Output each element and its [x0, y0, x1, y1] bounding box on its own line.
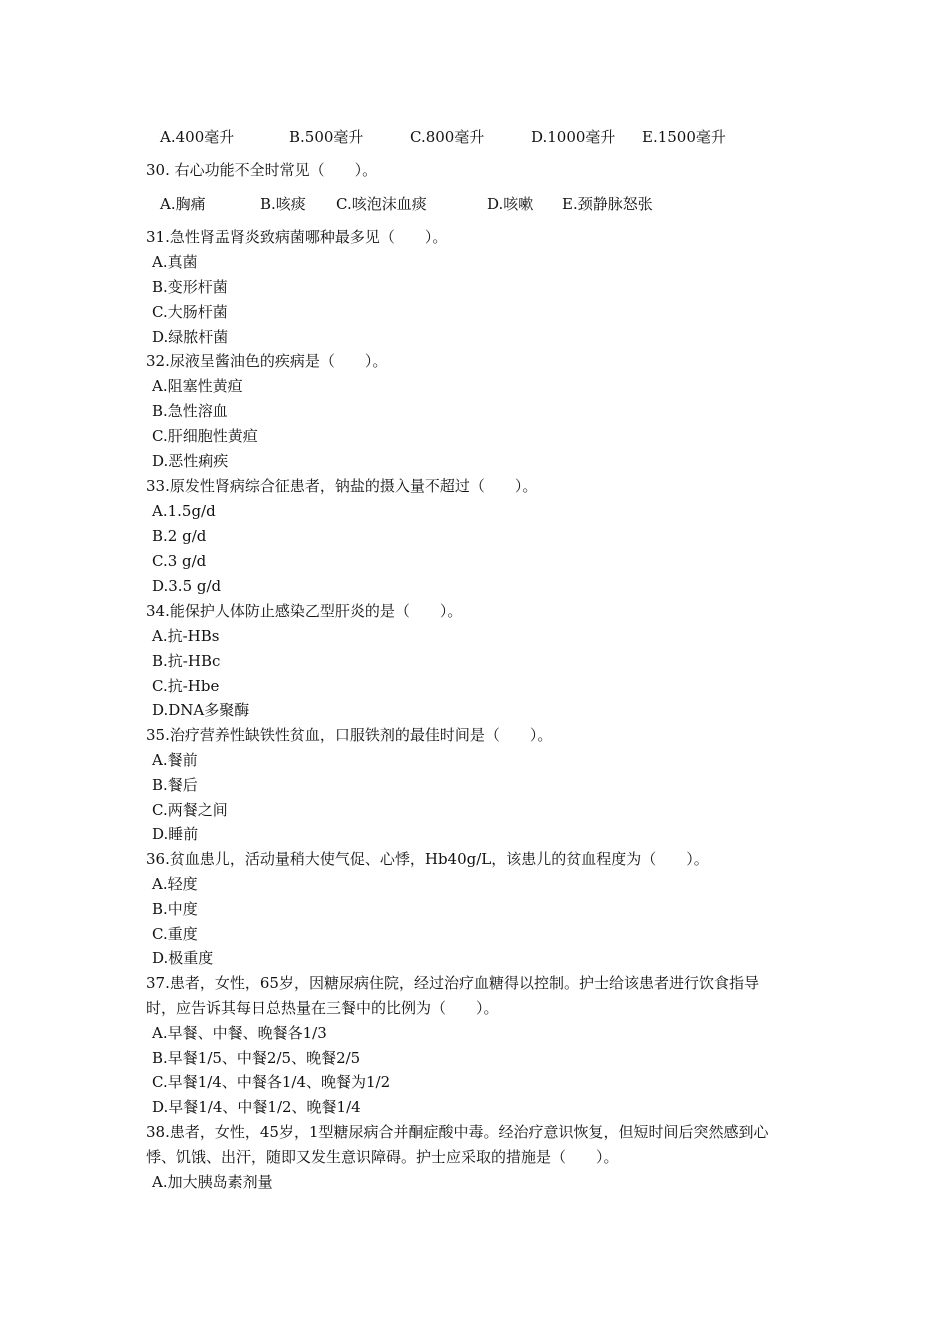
q31-option-c: C.大肠杆菌 — [152, 303, 228, 321]
q30-option-c: C.咳泡沫血痰 — [336, 195, 427, 213]
q38-stem-line-1: 38.患者，女性，45岁，1型糖尿病合并酮症酸中毒。经治疗意识恢复，但短时间后突然感到心 — [146, 1123, 769, 1141]
q29-option-a: A.400毫升 — [160, 128, 235, 146]
q37-stem-line-1: 37.患者，女性，65岁，因糖尿病住院，经过治疗血糖得以控制。护士给该患者进行饮食指导 — [146, 974, 759, 992]
q36-option-a: A.轻度 — [152, 875, 198, 893]
q31-stem: 31.急性肾盂肾炎致病菌哪种最多见（ ）。 — [146, 228, 448, 246]
q32-stem: 32.尿液呈酱油色的疾病是（ ）。 — [146, 352, 388, 370]
q33-option-a: A.1.5g/d — [152, 502, 216, 520]
q30-option-a: A.胸痛 — [160, 195, 206, 213]
q35-option-c: C.两餐之间 — [152, 801, 228, 819]
q32-option-d: D.恶性痢疾 — [152, 452, 229, 470]
q30-option-e: E.颈静脉怒张 — [562, 195, 653, 213]
q32-option-a: A.阻塞性黄疸 — [152, 377, 243, 395]
q37-option-a: A.早餐、中餐、晚餐各1/3 — [152, 1024, 327, 1042]
q35-option-b: B.餐后 — [152, 776, 198, 794]
q33-option-d: D.3.5 g/d — [152, 577, 222, 595]
q33-stem: 33.原发性肾病综合征患者，钠盐的摄入量不超过（ ）。 — [146, 477, 538, 495]
q36-option-c: C.重度 — [152, 925, 198, 943]
q35-stem: 35.治疗营养性缺铁性贫血，口服铁剂的最佳时间是（ ）。 — [146, 726, 553, 744]
q36-option-b: B.中度 — [152, 900, 198, 918]
q35-option-d: D.睡前 — [152, 825, 199, 843]
q37-option-d: D.早餐1/4、中餐1/2、晚餐1/4 — [152, 1098, 361, 1116]
q29-option-e: E.1500毫升 — [642, 128, 726, 146]
q29-option-d: D.1000毫升 — [531, 128, 616, 146]
q38-stem-line-2: 悸、饥饿、出汗，随即又发生意识障碍。护士应采取的措施是（ ）。 — [146, 1148, 619, 1166]
q33-option-c: C.3 g/d — [152, 552, 207, 570]
q32-option-c: C.肝细胞性黄疸 — [152, 427, 258, 445]
q30-stem: 30. 右心功能不全时常见（ ）。 — [146, 161, 378, 179]
q38-option-a: A.加大胰岛素剂量 — [152, 1173, 273, 1191]
q37-option-c: C.早餐1/4、中餐各1/4、晚餐为1/2 — [152, 1073, 391, 1091]
q37-stem-line-2: 时，应告诉其每日总热量在三餐中的比例为（ ）。 — [146, 999, 499, 1017]
q34-option-b: B.抗-HBc — [152, 652, 221, 670]
q30-option-d: D.咳嗽 — [487, 195, 534, 213]
q34-stem: 34.能保护人体防止感染乙型肝炎的是（ ）。 — [146, 602, 463, 620]
q31-option-b: B.变形杆菌 — [152, 278, 228, 296]
q37-option-b: B.早餐1/5、中餐2/5、晚餐2/5 — [152, 1049, 361, 1067]
q34-option-c: C.抗-Hbe — [152, 677, 220, 695]
q29-option-b: B.500毫升 — [289, 128, 364, 146]
q36-option-d: D.极重度 — [152, 949, 214, 967]
q31-option-a: A.真菌 — [152, 253, 198, 271]
q31-option-d: D.绿脓杆菌 — [152, 328, 229, 346]
q33-option-b: B.2 g/d — [152, 527, 207, 545]
q29-option-c: C.800毫升 — [410, 128, 485, 146]
q32-option-b: B.急性溶血 — [152, 402, 228, 420]
q34-option-a: A.抗-HBs — [152, 627, 220, 645]
q30-option-b: B.咳痰 — [260, 195, 306, 213]
q35-option-a: A.餐前 — [152, 751, 198, 769]
q34-option-d: D.DNA多聚酶 — [152, 701, 250, 719]
q36-stem: 36.贫血患儿，活动量稍大使气促、心悸，Hb40g/L，该患儿的贫血程度为（ ）。 — [146, 850, 709, 868]
